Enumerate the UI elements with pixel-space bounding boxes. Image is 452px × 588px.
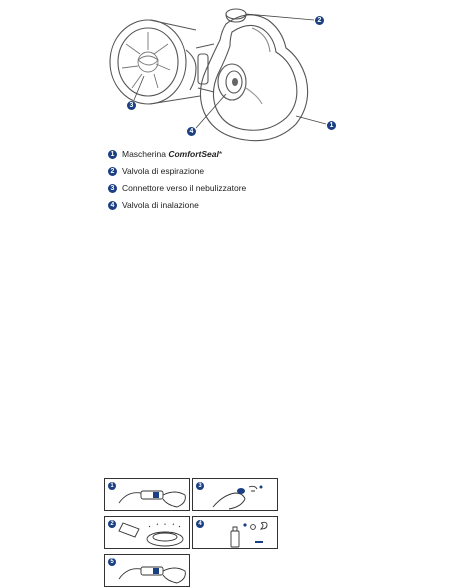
callout-2: 2 [315, 16, 324, 25]
mask-fit-icon [105, 517, 191, 550]
step-panel-5 [104, 554, 190, 587]
storage-icon [193, 517, 279, 550]
callout-1: 1 [327, 121, 336, 130]
step-panel-1 [104, 478, 190, 511]
parts-legend [108, 146, 246, 214]
hands-connect-icon [105, 479, 191, 512]
hands-disconnect-icon [105, 555, 191, 588]
step-panel-4 [192, 516, 278, 549]
legend-label: Connettore verso il nebulizzatore [122, 183, 247, 193]
step-number: 5 [108, 558, 116, 566]
legend-label: Valvola di espirazione [122, 166, 205, 176]
callout-4: 4 [187, 127, 196, 136]
leader-2 [246, 14, 314, 20]
legend-item-connector [108, 180, 246, 196]
legend-number: 1 [108, 150, 117, 159]
step-panel-2 [104, 516, 190, 549]
step-number: 3 [196, 482, 204, 490]
legend-number: 2 [108, 167, 117, 176]
valve-insert-icon [193, 479, 279, 512]
legend-item-exhalation-valve [108, 163, 246, 179]
legend-number: 4 [108, 201, 117, 210]
step-panel-3 [192, 478, 278, 511]
legend-item-mask [108, 146, 246, 162]
step-number: 4 [196, 520, 204, 528]
step-number: 2 [108, 520, 116, 528]
callout-3: 3 [127, 101, 136, 110]
legend-item-inhalation-valve [108, 197, 246, 213]
step-number: 1 [108, 482, 116, 490]
leader-3 [134, 76, 144, 100]
legend-label: Valvola di inalazione [122, 200, 199, 210]
leader-1 [296, 116, 326, 124]
legend-label: Mascherina ComfortSeal* [122, 149, 223, 159]
legend-number: 3 [108, 184, 117, 193]
